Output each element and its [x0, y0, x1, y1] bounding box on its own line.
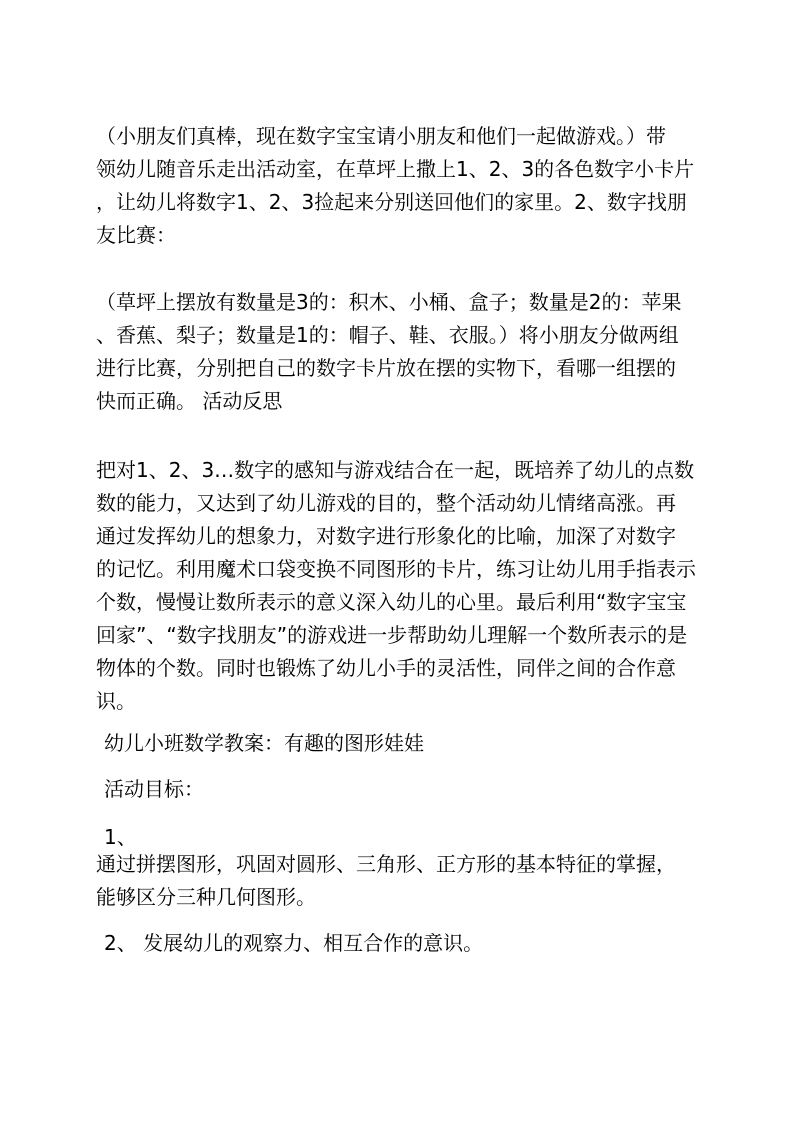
text-line: 回家”、“数字找朋友”的游戏进一步帮助幼儿理解一个数所表示的是 [96, 623, 688, 647]
text-line: 进行比赛，分别把自己的数字卡片放在摆的实物下，看哪一组摆的 [96, 356, 676, 380]
lesson-title: 幼儿小班数学教案：有趣的图形娃娃 [104, 731, 424, 755]
paragraph-activity-game [96, 120, 706, 252]
goals-heading: 活动目标： [104, 777, 204, 801]
paragraph-reflection [96, 454, 706, 718]
text-line: 、香蕉、梨子；数量是1的：帽子、鞋、衣服。）将小朋友分做两组 [96, 323, 679, 347]
text-line: 个数，慢慢让数所表示的意义深入幼儿的心里。最后利用“数字宝宝 [96, 590, 687, 614]
text-line: 快而正确。 活动反思 [96, 389, 283, 413]
text-line: 的记忆。利用魔术口袋变换不同图形的卡片，练习让幼儿用手指表示 [96, 557, 696, 581]
paragraph-competition [96, 286, 706, 418]
text-line: 通过拼摆图形，巩固对圆形、三角形、正方形的基本特征的掌握， [96, 852, 676, 876]
goal-1-number: 1、 [104, 825, 137, 849]
text-line: （小朋友们真棒，现在数字宝宝请小朋友和他们一起做游戏。）带 [96, 124, 666, 148]
goal-1-text [96, 848, 706, 914]
text-line: 物体的个数。同时也锻炼了幼儿小手的灵活性，同伴之间的合作意 [96, 656, 676, 680]
text-line: 把对1、2、3…数字的感知与游戏结合在一起，既培养了幼儿的点数 [96, 458, 695, 482]
text-line: 领幼儿随音乐走出活动室，在草坪上撒上1、2、3的各色数字小卡片 [96, 157, 695, 181]
text-line: ，让幼儿将数字1、2、3捡起来分别送回他们的家里。2、数字找朋 [96, 190, 687, 214]
text-line: 通过发挥幼儿的想象力，对数字进行形象化的比喻，加深了对数字 [96, 524, 676, 548]
goal-2: 2、 发展幼儿的观察力、相互合作的意识。 [104, 931, 484, 955]
text-line: 识。 [96, 689, 136, 713]
text-line: 数的能力，又达到了幼儿游戏的目的，整个活动幼儿情绪高涨。再 [96, 491, 676, 515]
text-line: 能够区分三种几何图形。 [96, 885, 316, 909]
text-line: （草坪上摆放有数量是3的：积木、小桶、盒子；数量是2的：苹果 [96, 290, 682, 314]
text-line: 友比赛： [96, 223, 176, 247]
